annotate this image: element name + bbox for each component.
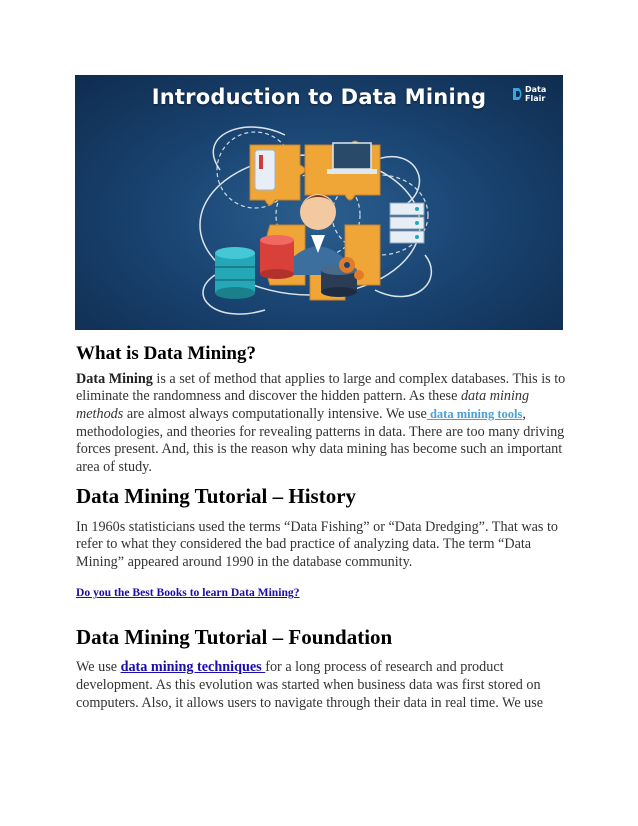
paragraph-text: We use [76, 659, 121, 676]
brand-name-line2: Flair [525, 94, 546, 103]
dataflair-logo [511, 84, 551, 106]
banner-title: Introduction to Data Mining [151, 85, 487, 109]
paragraph-what-is-data-mining [76, 371, 566, 477]
dataflair-logo-icon [511, 86, 525, 102]
heading-what-is-data-mining: What is Data Mining? [76, 343, 256, 364]
paragraph-text: , methodologies, and theories for revealing patterns in data. There are too many driving forces present. And, this is the reason why data mining has become such an important area of study. [76, 406, 565, 475]
paragraph-text: are almost always computationally intensive. We use [123, 406, 427, 423]
data-mining-illustration [75, 75, 563, 330]
heading-foundation: Data Mining Tutorial – Foundation [76, 625, 393, 650]
paragraph-foundation [76, 659, 566, 712]
article-body [76, 343, 566, 712]
term-data-mining: Data Mining [76, 370, 153, 387]
paragraph-text: is a set of method that applies to large and complex databases. This is to eliminate the randomness and discover the hidden pattern. As these [76, 370, 566, 405]
paragraph-history: In 1960s statisticians used the terms “Data Fishing” or “Data Dredging”. That was to refer to what they considered the bad practice of analyzing data. The term “Data Mining” appeared around 1990 in the database community. [76, 518, 559, 570]
brand-name-line1: Data [525, 85, 547, 94]
hero-banner-image [75, 75, 563, 330]
italic-data-mining-methods: data mining methods [76, 388, 530, 423]
paragraph-text: for a long process of research and product development. As this evolution was started when business data was first stored on computers. Also, it allows users to navigate through their data in real time. We use [76, 659, 544, 711]
link-data-mining-techniques[interactable]: data mining techniques [120, 659, 266, 676]
link-data-mining-tools[interactable]: data mining tools [426, 407, 523, 422]
link-best-books[interactable]: Do you the Best Books to learn Data Mining? [76, 586, 300, 600]
heading-history: Data Mining Tutorial – History [76, 484, 357, 509]
